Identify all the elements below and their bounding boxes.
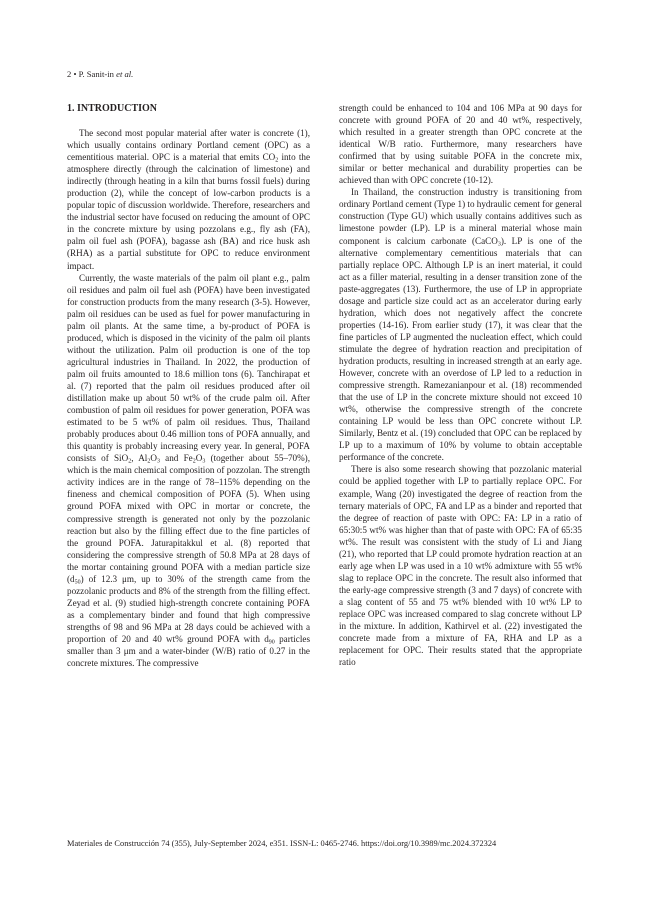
- paragraph: Currently, the waste materials of the palm oil plant e.g., palm oil residues and palm oil fuel ash (POFA) have been investigated for construction products from the many research (3-5). However, palm oil residues can be used as fuel for power manufacturing in palm oil plants. At the same time, a by-product of POFA is produced, which is disposed in the vicinity of the palm oil plants without the utilization. Palm oil production is one of the top agricultural industries in Thailand. In 2022, the production of palm oil fruits amounted to 18.6 million tons (6). Tanchirapat et al. (7) reported that the palm oil residues produced after oil distillation make up about 50 wt% of the crude palm oil. After combustion of palm oil residues for power generation, POFA was estimated to be 5 wt% of palm oil residues. Thus, Thailand probably produces about 0.46 million tons of POFA annually, and this quantity is probably increasing every year. In general, POFA consists of SiO$_2$, $Al_2O_3$ and $Fe_2O_3$ (together about 55–70%), which is the main chemical composition of pozzolan. The strength activity indices are in the range of 78–115% depending on the fineness and chemical composition of POFA (5). When using ground POFA mixed with OPC in mortar or concrete, the compressive strength is generated not only by the pozzolanic reaction but also by the filling effect due to the fine particles of the ground POFA. Jaturapitakkul et al. (8) reported that considering the compressive strength of 50.8 MPa at 28 days of the mortar containing ground POFA with a median particle size $(d_{50})$ of 12.3 μm, up to 30% of the strength came from the pozzolanic products and 8% of the strength from the filling effect. Zeyad et al. (9) studied high-strength concrete containing POFA as a complementary binder and found that high compressive strengths of 98 and 96 MPa at 28 days could be achieved with a proportion of 20 and 40 wt% ground POFA with $d_{90}$ particles smaller than 3 μm and a water-binder (W/B) ratio of 0.27 in the concrete mixtures. The compressive: [67, 272, 310, 669]
- paragraph: In Thailand, the construction industry is transitioning from ordinary Portland cement (Type 1) to hydraulic cement for general construction (Type GU) which usually contains additives such as limestone powder (LP). LP is a mineral material whose main component is calcium carbonate (CaCO$_3$). LP is one of the alternative complementary cementitious materials that can partially replace OPC. Although LP is an inert material, it could act as a filler material, resulting in a denser transition zone of the paste-aggregates (13). Furthermore, the use of LP in appropriate dosage and particle size could act as an accelerator during early hydration, which does not negatively affect the concrete properties (14-16). From earlier study (17), it was clear that the fine particles of LP augmented the nucleation effect, which could stimulate the degree of hydration reaction and precipitation of hydration products, resulting in increased strength at an early age. However, concrete with an overdose of LP led to a reduction in compressive strength. Ramezanianpour et al. (18) recommended that the use of LP in the concrete mixture should not exceed 10 wt%, otherwise the compressive strength of the concrete containing LP would be less than OPC concrete without LP. Similarly, Bentz et al. (19) concluded that OPC can be replaced by LP up to a maximum of 10% by volume to obtain acceptable performance of the concrete.: [339, 187, 583, 463]
- page-number: 2 •: [67, 69, 77, 79]
- section-heading: 1. INTRODUCTION: [67, 103, 158, 114]
- paragraph: There is also some research showing that pozzolanic material could be applied together with LP to partially replace OPC. For example, Wang (20) investigated the degree of reaction from the ternary materials of OPC, FA and LP as a binder and reported that the degree of reaction of paste with OPC: FA: LP in a ratio of 65:30:5 wt% was higher than that of paste with OPC: FA of 65:35 wt%. The result was consistent with the study of Li and Jiang (21), who reported that LP could promote hydration reaction at an early age when LP was used in a 10 wt% admixture with 55 wt% slag to replace OPC in the concrete. The result also informed that the early-age compressive strength (3 and 7 days) of concrete with a slag content of 55 and 75 wt% blended with 10 wt% LP to replace OPC was increased compared to slag concrete without LP in the mixture. In addition, Kathirvel et al. (22) investigated the concrete made from a mixture of FA, RHA and LP as a replacement for OPC. Their results stated that the appropriate ratio: [339, 464, 582, 668]
- author-names: P. Sanit-in: [78, 69, 114, 79]
- paragraph: strength could be enhanced to 104 and 106 MPa at 90 days for concrete with ground POFA of 20 and 40 wt%, respectively, which resulted in a greater strength than OPC concrete at the identical W/B ratio. Furthermore, many researchers have confirmed that by using suitable POFA in the concrete mix, similar or better mechanical and durability properties can be achieved than with OPC concrete (10-12).: [339, 103, 582, 186]
- right-column: [339, 102, 582, 668]
- paragraph: The second most popular material after water is concrete (1), which usually contains ordinary Portland cement (OPC) as a cementitious material. OPC is a material that emits $CO_2$ into the atmosphere directly (through the calcination of limestone) and indirectly (through heating in a kiln that burns fossil fuels) during production (2), while the concept of low-carbon products is a popular topic of discussion worldwide. Therefore, researchers and the industrial sector have focused on reducing the amount of OPC in the concrete mixture by using pozzolans e.g., fly ash (FA), palm oil fuel ash (POFA), bagasse ash (BA) and rice husk ash (RHA) as a partial substitute for OPC to reduce environment impact.: [67, 128, 310, 271]
- running-head: [67, 69, 133, 80]
- page-footer: Materiales de Construcción 74 (355), July-September 2024, e351. ISSN-L: 0465-2746. https://doi.org/10.3989/mc.2024.372324: [67, 839, 497, 848]
- left-column: [67, 103, 310, 669]
- et-al: et al.: [116, 69, 134, 79]
